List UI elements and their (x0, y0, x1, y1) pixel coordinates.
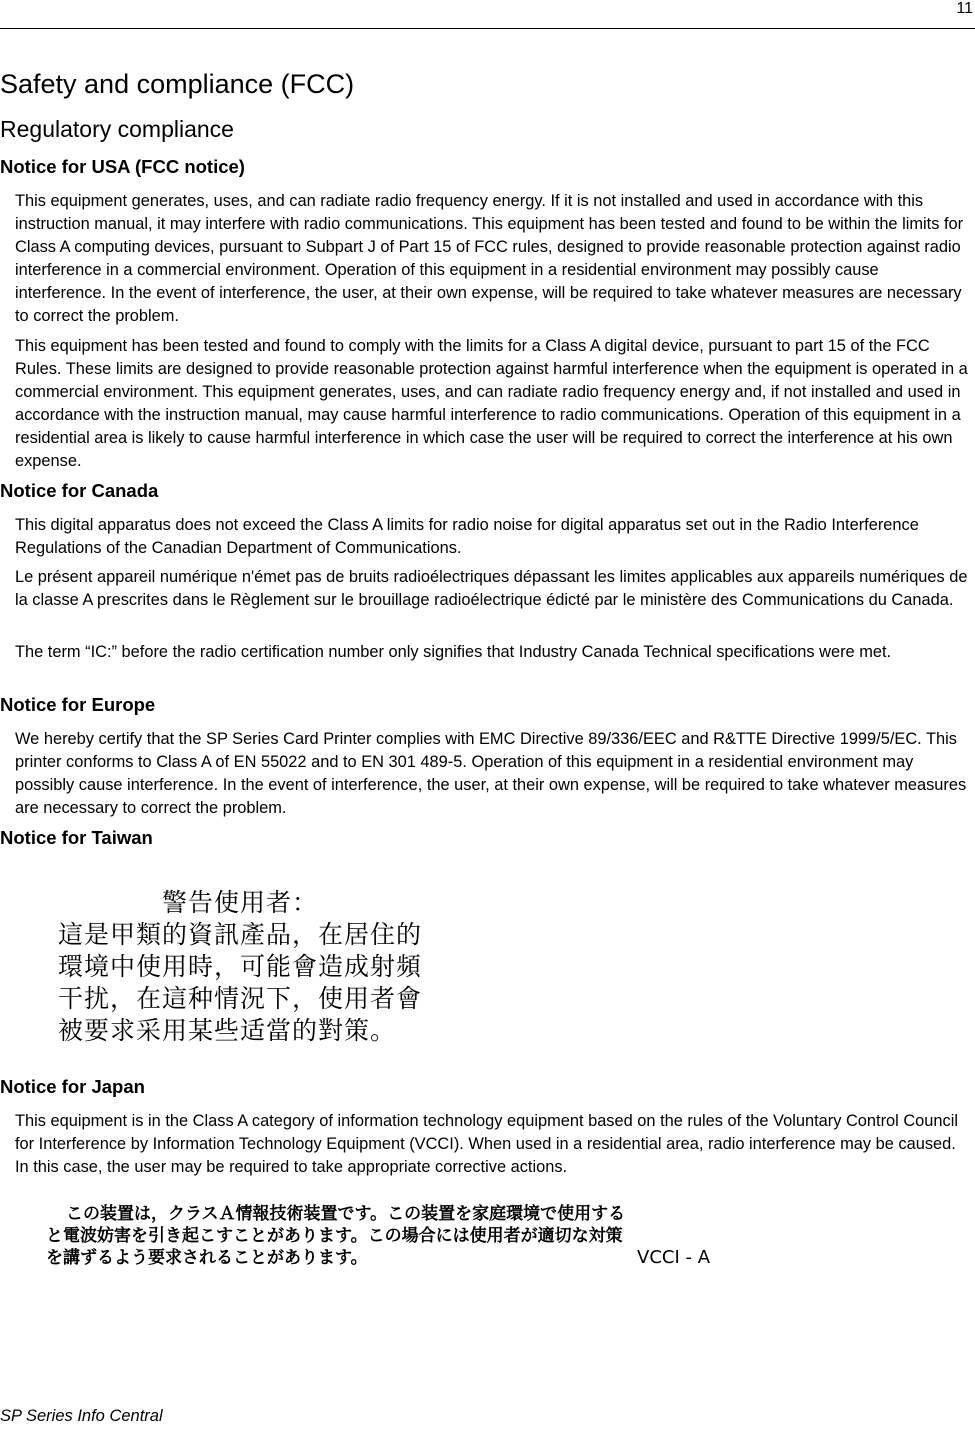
japan-line-2: と電波妨害を引き起こすことがあります。この場合には使用者が適切な対策 (46, 1226, 623, 1246)
usa-paragraph-2: This equipment has been tested and found to comply with the limits for a Class A digital device, pursuant to part 15 of the FCC Rules. These limits are designed to provide reasonable protection against harmful interference when the equipment is operated in a commercial environment. This equipment generates, uses, and can radiate radio frequency energy and, if not installed and used in accordance with the instruction manual, may cause harmful interference to radio communications. Operation of this equipment in a residential area is likely to cause harmful interference in which case the user will be required to correct the interference at his own expense. (15, 337, 968, 470)
canada-paragraph-1: This digital apparatus does not exceed the Class A limits for radio noise for digital apparatus set out in the Radio Interference Regulations of the Canadian Department of Communications. (15, 516, 919, 557)
heading-europe: Notice for Europe (0, 694, 156, 715)
heading-usa: Notice for USA (FCC notice) (0, 156, 245, 177)
heading-japan: Notice for Japan (0, 1076, 145, 1097)
japan-paragraph-1: This equipment is in the Class A category of information technology equipment based on the rules of the Voluntary Control Council for Interference by Information Technology Equipment (VCCI). When used in a residential area, radio interference may be caused. In this case, the user may be required to take appropriate corrective actions. (15, 1112, 959, 1176)
canada-paragraph-2: Le présent appareil numérique n'émet pas de bruits radioélectriques dépassant les limites applicables aux appareils numériques de la classe A prescrites dans le Règlement sur le brouillage radioélectrique édicté par le ministère des Communications du Canada. (15, 568, 968, 609)
japan-line-1: この装置は，クラスＡ情報技術装置です。この装置を家庭環境で使用する (66, 1204, 626, 1224)
heading-canada: Notice for Canada (0, 480, 159, 501)
page-title: Safety and compliance (FCC) (0, 69, 355, 99)
taiwan-line-1: 警告使用者： (162, 888, 319, 917)
header-rule (0, 28, 975, 29)
usa-paragraph-1: This equipment generates, uses, and can radiate radio frequency energy. If it is not installed and used in accordance with this instruction manual, it may interfere with radio communications. This equipment has been tested and found to be within the limits for Class A computing devices, pursuant to Subpart J of Part 15 of FCC rules, designed to provide reasonable protection against radio interference in a commercial environment. Operation of this equipment in a residential environment may possibly cause interference. In the event of interference, the user, at their own expense, will be required to take whatever measures are necessary to correct the problem. (15, 192, 964, 325)
heading-taiwan: Notice for Taiwan (0, 827, 153, 848)
japan-line-3: を講ずるよう要求されることがあります。 (46, 1248, 368, 1268)
taiwan-warning-text (58, 888, 458, 1052)
section-title: Regulatory compliance (0, 116, 234, 142)
taiwan-line-4: 干扰，在這种情況下，使用者會 (58, 984, 423, 1013)
japan-vcci-notice (46, 1203, 746, 1273)
vcci-label: VCCI - A (637, 1247, 711, 1268)
europe-paragraph-1: We hereby certify that the SP Series Card Printer complies with EMC Directive 89/336/EEC and R&TTE Directive 1999/5/EC. This printer conforms to Class A of EN 55022 and to EN 301 489-5. Operation of this equipment in a residential environment may possibly cause interference. In the event of interference, the user, at their own expense, will be required to take whatever measures are necessary to correct the problem. (15, 730, 967, 817)
canada-paragraph-3: The term “IC:” before the radio certification number only signifies that Industry Canada Technical specifications were met. (15, 643, 892, 661)
taiwan-line-3: 環境中使用時，可能會造成射頻 (58, 952, 423, 981)
taiwan-line-2: 這是甲類的資訊產品，在居住的 (58, 920, 423, 949)
footer-text: SP Series Info Central (0, 1407, 163, 1425)
taiwan-line-5: 被要求采用某些适當的對策。 (58, 1016, 397, 1045)
page-number: 11 (956, 0, 973, 17)
